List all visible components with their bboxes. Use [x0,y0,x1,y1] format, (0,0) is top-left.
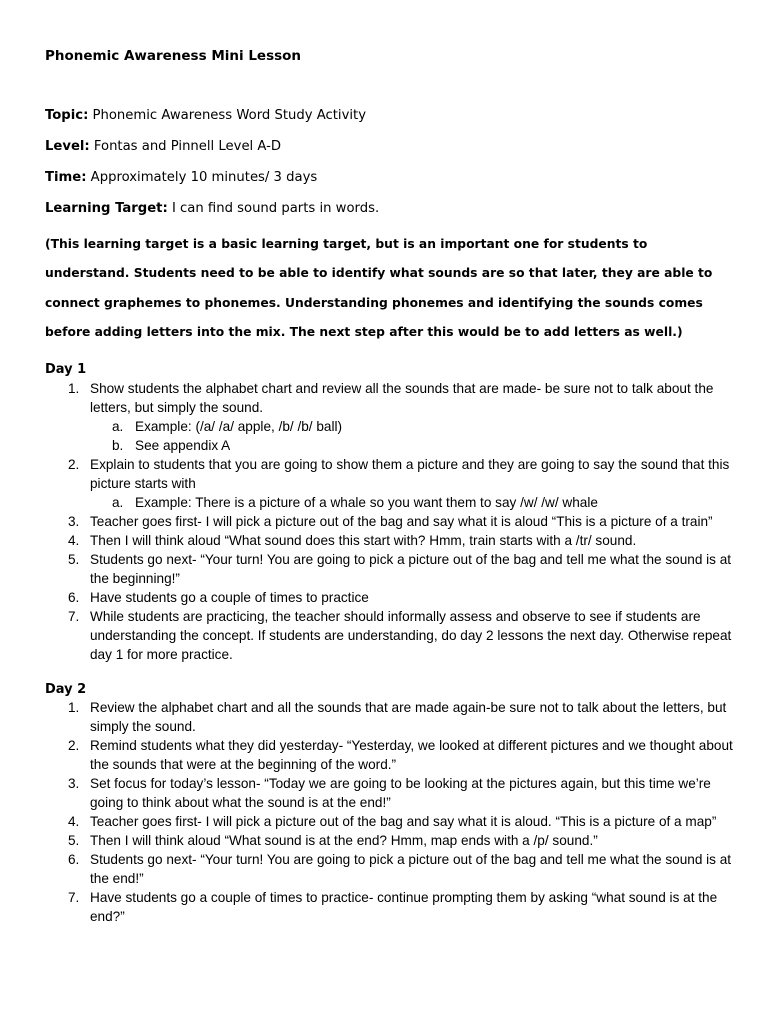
sub-list [90,417,735,455]
list-number: 4. [68,533,80,548]
day1-steps [45,379,735,664]
meta-label: Time: [45,170,87,185]
meta-level [45,139,281,154]
list-item [45,698,735,736]
meta-value: Phonemic Awareness Word Study Activity [88,108,367,123]
list-letter: a. [112,419,124,434]
list-letter: b. [112,438,124,453]
list-item [45,550,735,588]
list-item [45,736,735,774]
list-text: Remind students what they did yesterday- “Yesterday, we looked at different pictures and we thought about the sounds that were at the beginning of the word.” [90,738,733,772]
list-number: 4. [68,814,80,829]
list-number: 6. [68,590,80,605]
list-item [45,888,735,926]
list-text: Have students go a couple of times to practice- continue prompting them by asking “what sound is at the end?” [90,890,718,924]
list-text: Teacher goes first- I will pick a picture out of the bag and say what it is aloud “This is a picture of a train” [90,514,713,529]
list-text: Show students the alphabet chart and review all the sounds that are made- be sure not to talk about the letters, but simply the sound. [90,381,714,415]
meta-value: Approximately 10 minutes/ 3 days [86,170,318,185]
meta-time [45,170,317,185]
list-number: 5. [68,833,80,848]
list-item [45,379,735,455]
list-number: 2. [68,738,80,753]
meta-label: Level: [45,139,90,154]
list-text: Students go next- “Your turn! You are going to pick a picture out of the bag and tell me what the sound is at the beginning!” [90,552,732,586]
list-item [45,850,735,888]
list-text: Teacher goes first- I will pick a picture out of the bag and say what it is aloud. “This is a picture of a map” [90,814,717,829]
list-item [45,607,735,664]
day2-heading: Day 2 [45,682,87,697]
list-number: 7. [68,890,80,905]
list-number: 3. [68,514,80,529]
meta-value: I can find sound parts in words. [167,201,380,216]
meta-value: Fontas and Pinnell Level A-D [89,139,282,154]
list-number: 6. [68,852,80,867]
list-item [45,588,735,607]
list-text: Students go next- “Your turn! You are going to pick a picture out of the bag and tell me what the sound is at the end!” [90,852,732,886]
learning-target-note: (This learning target is a basic learning target, but is an important one for students to understand. Students need to be able to identify what sounds are so that later, they are able to connect graphemes to phonemes. Understanding phonemes and identifying the sounds comes before adding letters into the mix. The next step after this would be to add letters as well.) [45,237,713,339]
day2-steps [45,698,735,926]
list-item [90,417,735,436]
list-number: 3. [68,776,80,791]
meta-topic [45,108,366,123]
list-number: 5. [68,552,80,567]
list-text: While students are practicing, the teacher should informally assess and observe to see if students are understanding the concept. If students are understanding, do day 2 lessons the next day. Otherwise repeat day 1 for more practice. [90,609,732,662]
list-item [45,831,735,850]
list-number: 1. [68,381,80,396]
list-letter: a. [112,495,124,510]
list-item [90,436,735,455]
document-title: Phonemic Awareness Mini Lesson [45,48,302,64]
list-text: Example: There is a picture of a whale so you want them to say /w/ /w/ whale [135,495,598,510]
list-number: 2. [68,457,80,472]
list-item [45,774,735,812]
meta-learning-target [45,201,379,216]
list-item [45,512,735,531]
list-text: Review the alphabet chart and all the sounds that are made again-be sure not to talk about the letters, but simply the sound. [90,700,727,734]
list-number: 1. [68,700,80,715]
meta-label: Learning Target: [45,201,168,216]
list-text: Then I will think aloud “What sound is at the end? Hmm, map ends with a /p/ sound.” [90,833,598,848]
list-text: Then I will think aloud “What sound does this start with? Hmm, train starts with a /tr/ sound. [90,533,637,548]
list-text: Have students go a couple of times to practice [90,590,369,605]
list-text: See appendix A [135,438,231,453]
list-item [45,455,735,512]
list-text: Explain to students that you are going to show them a picture and they are going to say the sound that this picture starts with [90,457,730,491]
list-item [90,493,735,512]
sub-list [90,493,735,512]
list-text: Example: (/a/ /a/ apple, /b/ /b/ ball) [135,419,343,434]
list-text: Set focus for today’s lesson- “Today we are going to be looking at the pictures again, but this time we’re going to think about what the sound is at the end!” [90,776,711,810]
day1-heading: Day 1 [45,362,87,377]
list-number: 7. [68,609,80,624]
meta-label: Topic: [45,108,89,123]
list-item [45,531,735,550]
list-item [45,812,735,831]
